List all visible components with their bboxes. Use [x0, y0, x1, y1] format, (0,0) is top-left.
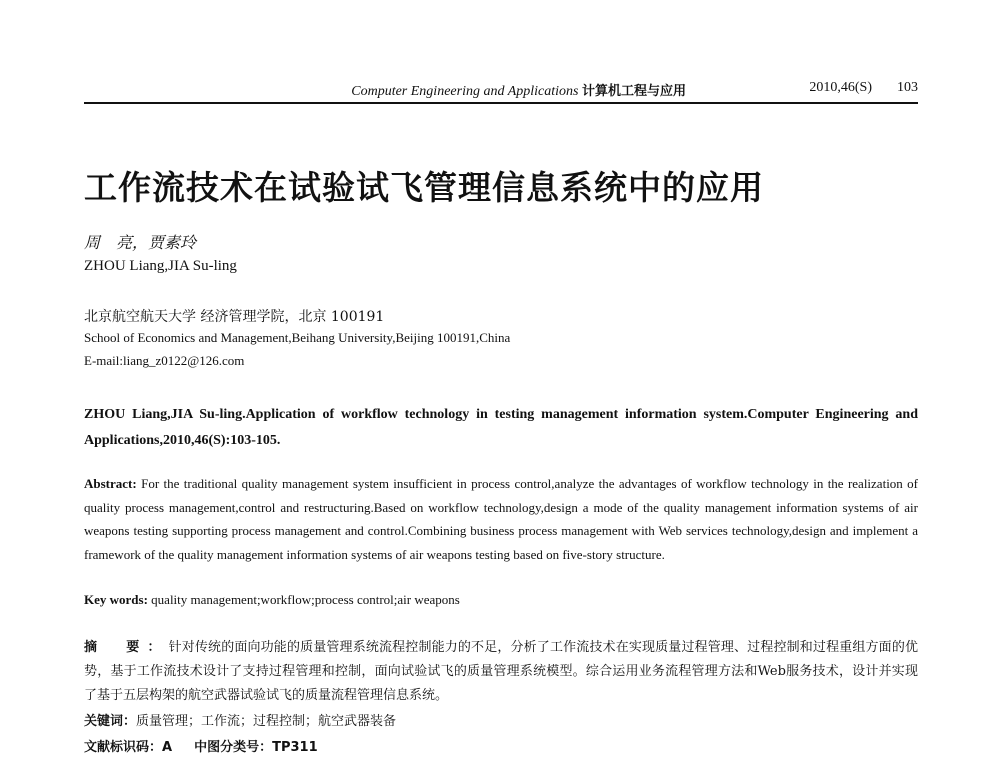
affiliation-chinese: 北京航空航天大学 经济管理学院，北京 100191 — [84, 309, 385, 325]
keywords-cn-text: 质量管理；工作流；过程控制；航空武器装备 — [136, 714, 397, 729]
abstract-label: Abstract: — [84, 476, 137, 491]
keywords-text: quality management;workflow;process control;air weapons — [151, 592, 460, 607]
citation: ZHOU Liang,JIA Su-ling.Application of workflow technology in testing management information system.Computer Engineering and Applications,2010,46(S):103-105. — [84, 407, 918, 448]
author-email: E-mail:liang_z0122@126.com — [84, 353, 245, 368]
classification-codes — [84, 736, 318, 755]
doc-code: A — [162, 740, 173, 755]
abstract-text: For the traditional quality management system insufficient in process control,analyze the advantages of workflow technology in the realization of quality process management,control and restructuring.Based on workflow technology,design a mode of the quality management information systems of air weapons testing supporting process management and control.Combining business process management with Web services technology,design and implement a framework of the quality management information systems of air weapons testing based on five-story structure. — [84, 476, 918, 562]
abstract-cn-text: 针对传统的面向功能的质量管理系统流程控制能力的不足，分析了工作流技术在实现质量过程管理、过程控制和过程重组方面的优势，基于工作流技术设计了支持过程管理和控制，面向试验试飞的质量管理系统模型。综合运用业务流程管理方法和Web服务技术，设计并实现了基于五层构架的航空武器试验试飞的质量流程管理信息系统。 — [84, 640, 918, 703]
clc-code: TP311 — [272, 740, 318, 755]
abstract-english — [84, 472, 918, 566]
issue-number: 2010,46(S) — [809, 80, 872, 95]
authors-chinese: 周 亮，贾素玲 — [84, 233, 197, 252]
paper-title: 工作流技术在试验试飞管理信息系统中的应用 — [84, 168, 764, 207]
journal-name: Computer Engineering and Applications 计算机工程与应用 — [351, 84, 686, 99]
affiliation-english: School of Economics and Management,Beihang University,Beijing 100191,China — [84, 330, 511, 345]
authors-english: ZHOU Liang,JIA Su-ling — [84, 258, 237, 274]
keywords-cn-label: 关键词： — [84, 714, 137, 729]
page-number: 103 — [897, 80, 918, 95]
abstract-chinese — [84, 636, 918, 708]
abstract-cn-label: 摘 要： — [84, 640, 169, 655]
running-header — [84, 78, 918, 104]
keywords-label: Key words: — [84, 592, 148, 607]
clc-label: 中图分类号： — [194, 740, 273, 755]
doc-code-label: 文献标识码： — [84, 740, 163, 755]
keywords-chinese — [84, 710, 396, 729]
keywords-english — [84, 592, 460, 608]
